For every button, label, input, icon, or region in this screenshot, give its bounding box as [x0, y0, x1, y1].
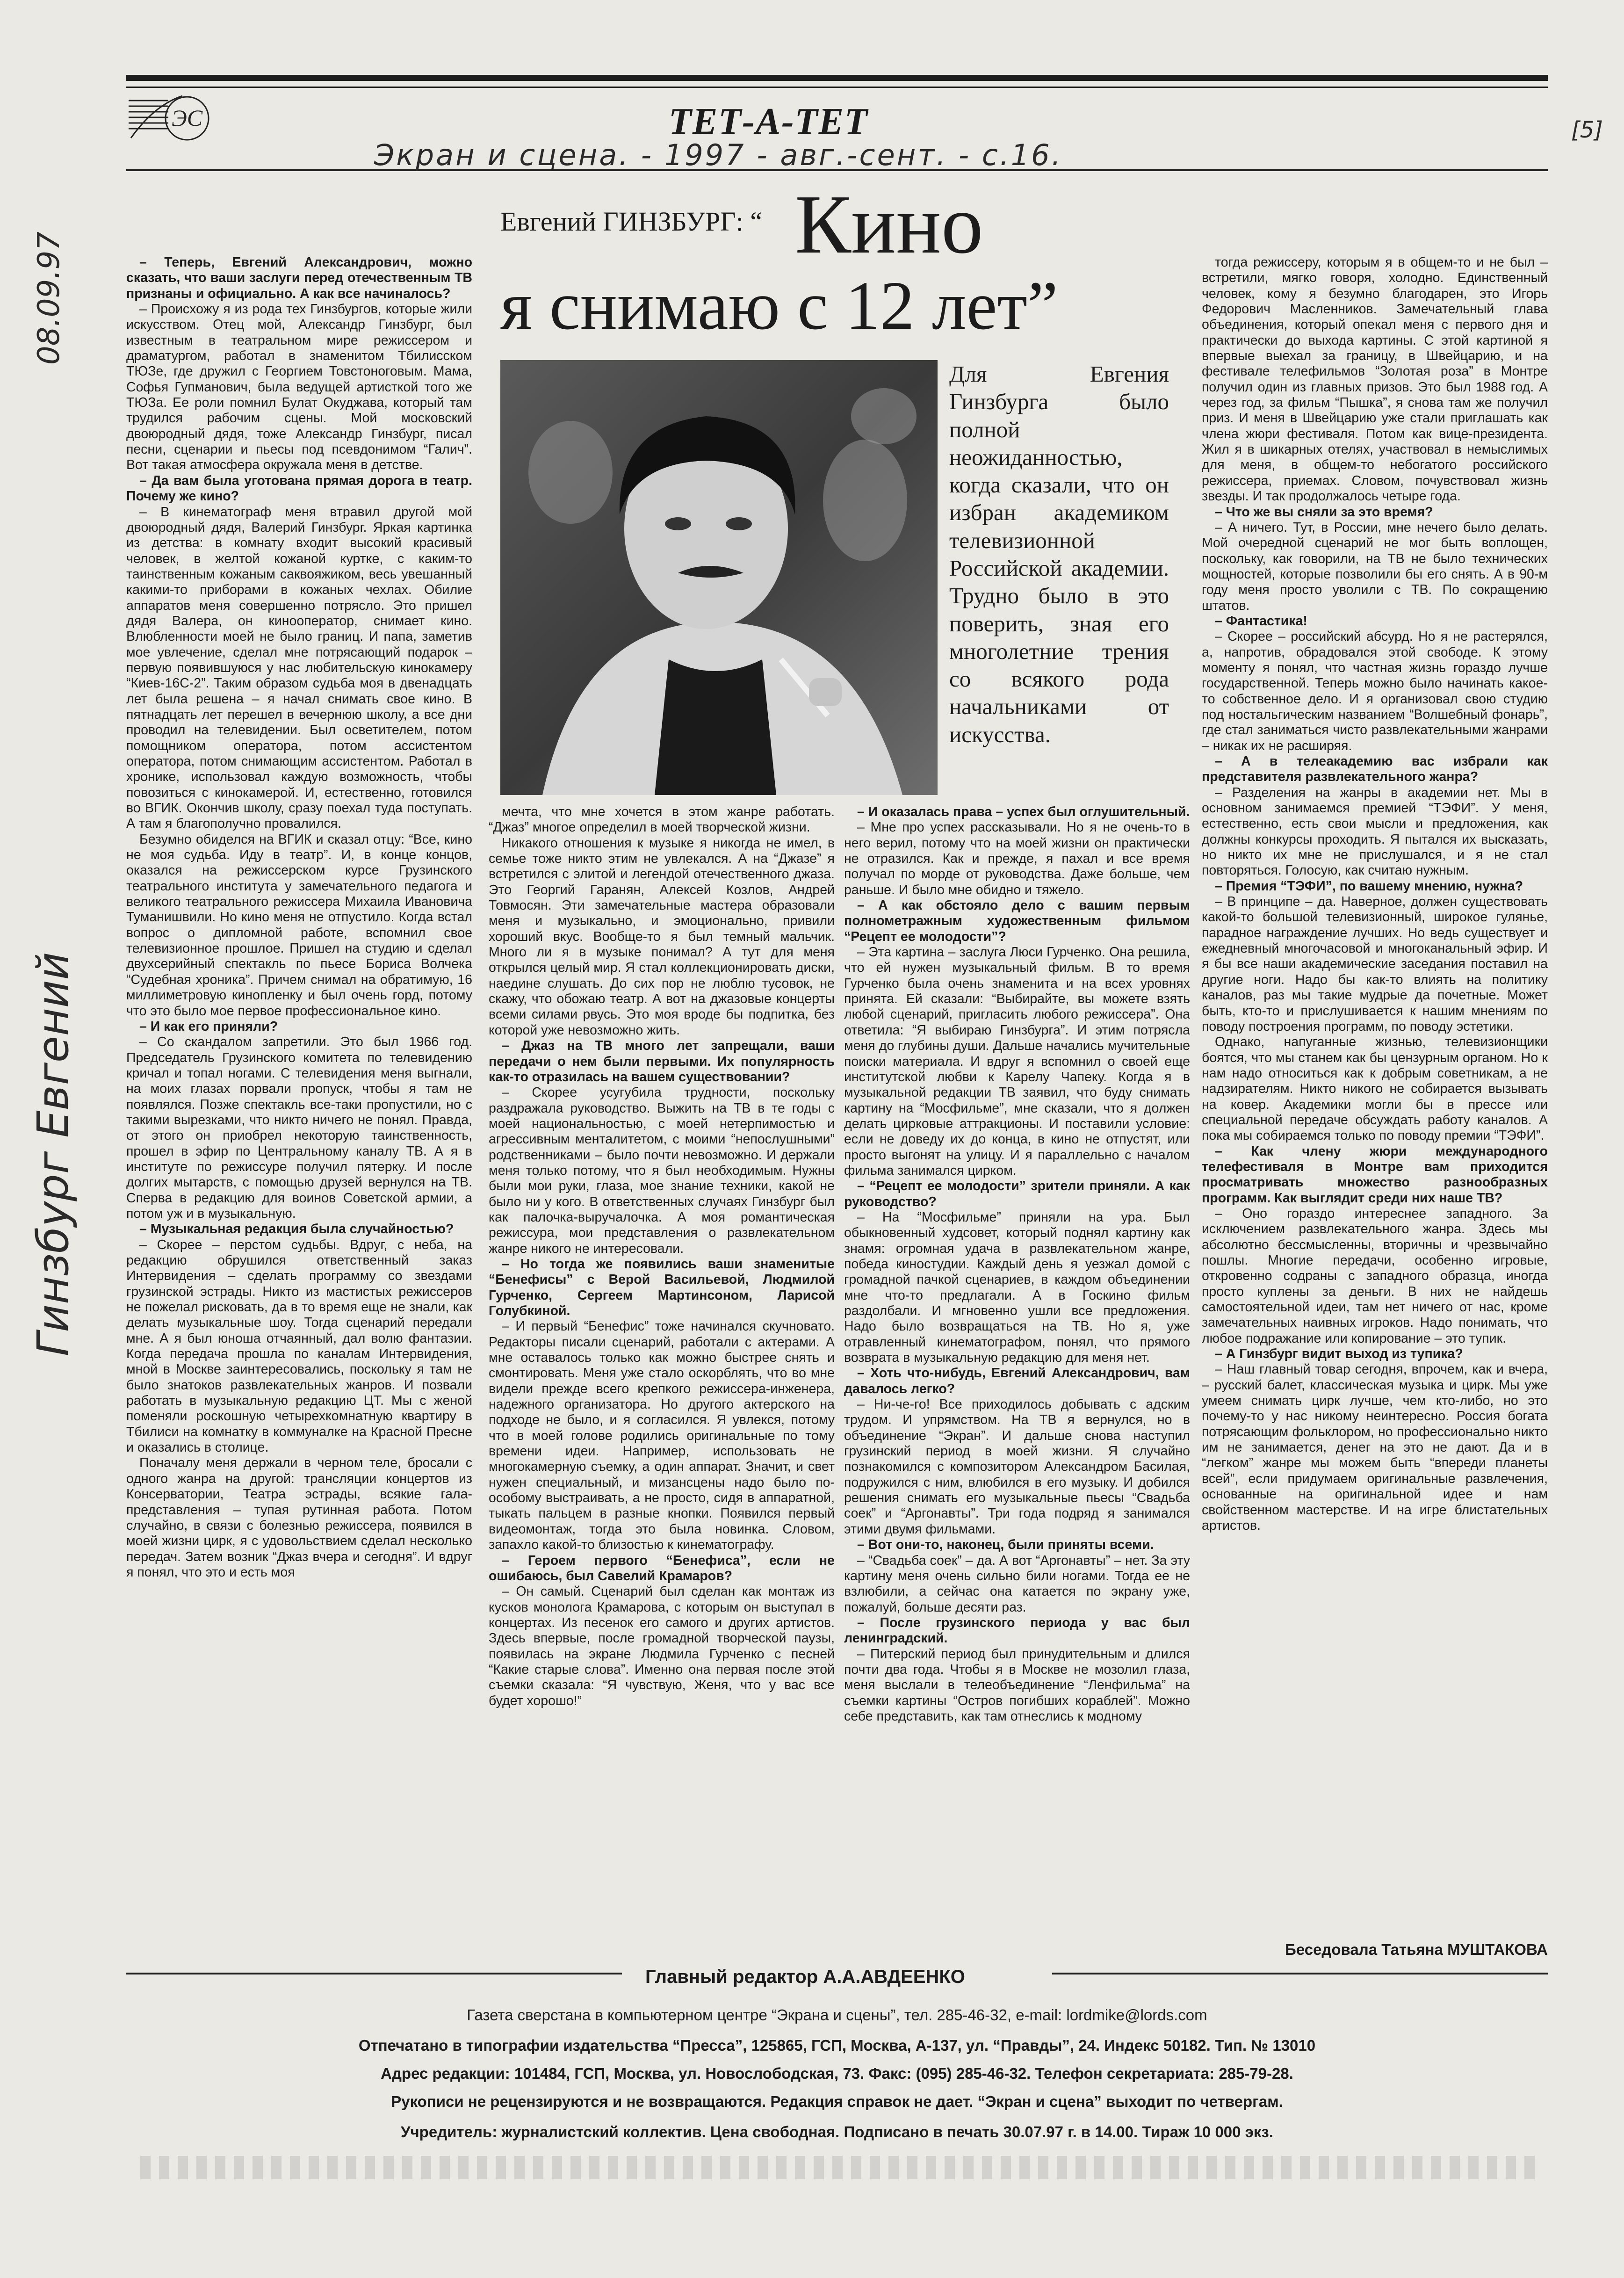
- interview-answer: мечта, что мне хочется в этом жанре работать. “Джаз” многое определил в моей творческой жизни.: [489, 804, 835, 835]
- interview-answer: – Ни-че-го! Все приходилось добывать с адским трудом. И упрямством. На ТВ я вернулся, но в объединение “Экран”. И дальше снова наступил грузинский период в моей жизни. Я случайно познакомился с композитором Александром Басилая, подружился с ним, влюбился в его музыку. И добился решения снимать его музыкальные пьесы “Свадьба соек” и “Аргонавты”. Три года подряд я занимался этими двумя фильмами.: [844, 1397, 1190, 1537]
- interview-answer: – Наш главный товар сегодня, впрочем, как и вчера, – русский балет, классическая музыка и цирк. Мы уже умеем снимать цирк лучше, чем кто-либо, но это почему-то у нас никому неинтересно. Россия богата потрясающим фольклором, но профессионально никто им не занимается, денег на это не дают. Да и в “легком” жанре мы можем быть “впереди планеты всей”, если придумаем оригинальные развлечения, основанные на оригинальной идее и нам свойственном мастерстве. И на игре блистательных артистов.: [1202, 1362, 1548, 1533]
- interview-question: – Что же вы сняли за это время?: [1215, 504, 1433, 520]
- interview-question: – После грузинского периода у вас был ленинградский.: [844, 1615, 1190, 1646]
- handwritten-page-number: [5]: [1571, 117, 1603, 143]
- interview-answer: Однако, напуганные жизнью, телевизионщики боятся, что мы станем как бы цензурным органом. Но к нам надо относиться как к добрым советникам, а не надзирателям. Никто никого не собирается вызывать на ковер. Академики могли бы в прессе или специальной передаче обсуждать работу каналов. А пока мы собираемся только по поводу премии “ТЭФИ”.: [1202, 1034, 1548, 1143]
- interview-answer: тогда режиссеру, которым я в общем-то и не был – встретили, мягко говоря, холодно. Единственный человек, кому я безумно благодарен, это Игорь Федорович Масленников. Замечательный глава объединения, который опекал меня с первого дня и практически до выхода картины. С этой картиной я впервые выехал за границу, в Швейцарию, и на фестивале телефильмов “Золотая роза” в Монтре получил один из главных призов. Это был 1988 год. А через год, за фильм “Пышка”, я снова там же получил приз. И меня в Швейцарию уже стали приглашать как члена жюри фестиваля. Потом как вице-президента. Жил я в шикарных отелях, участвовал в немыслимых для меня, в общем-то небогатого российского режиссера, приемах. Словом, почувствовал жизнь звезды. И так продолжалось четыре года.: [1202, 255, 1548, 504]
- top-rule: [126, 75, 1548, 81]
- handwritten-margin-date: 08.09.97: [32, 231, 66, 365]
- interview-question: – А Гинзбург видит выход из тупика?: [1215, 1346, 1463, 1362]
- interview-question: – Джаз на ТВ много лет запрещали, ваши передачи о нем были первыми. Их популярность как-то отразилась на вашем существовании?: [489, 1038, 835, 1085]
- interview-question: – Премия “ТЭФИ”, по вашему мнению, нужна?: [1215, 878, 1523, 894]
- interview-question: – Музыкальная редакция была случайностью?: [139, 1222, 454, 1237]
- footer-rule-right: [1052, 1973, 1548, 1974]
- handwritten-source-note: Экран и сцена. - 1997 - авг.-сент. - с.16.: [374, 138, 1063, 172]
- interviewer-signoff: Беседовала Татьяна МУШТАКОВА: [1285, 1941, 1548, 1958]
- imprint-line-2: Отпечатано в типографии издательства “Пресса”, 125865, ГСП, Москва, А-137, ул. “Правды”, 24. Индекс 50182. Тип. № 13010: [358, 2037, 1316, 2054]
- interview-answer: – Оно гораздо интереснее западного. За исключением развлекательного жанра. Здесь мы абсолютно бессмысленны, вторичны и чрезвычайно пошлы. Многие передачи, особенно игровые, откровенно содраны с западного образца, иногда просто куплены за деньги. В них не найдешь самостоятельной идеи, там нет ничего от нас, кроме замечательных наивных игроков. Надо понимать, что любое подражание или копирование – это тупик.: [1202, 1206, 1548, 1346]
- editor-in-chief: Главный редактор А.А.АВДЕЕНКО: [645, 1967, 965, 1987]
- headline-line-2: я снимаю с 12 лет”: [500, 268, 1058, 344]
- interview-answer: Безумно обиделся на ВГИК и сказал отцу: “Все, кино не моя судьба. Иду в театр”. И, в конце концов, оказался на режиссерском курсе Грузинского театрального института у замечательного педагога и великого театрального режиссера Михаила Ивановича Туманишвили. Но кино меня не отпустило. Когда встал вопрос о дипломной работе, вспомнил свое телевизионное прошлое. Пришел на студию и сделал двухсерийный спектакль по пьесе Бориса Волчека “Судебная хроника”. Причем снимал на обратимую, 16 миллиметровую кинопленку и был очень горд, потому что это было мое первое профессиональное кино.: [126, 832, 472, 1019]
- interview-answer: – А ничего. Тут, в России, мне нечего было делать. Мой очередной сценарий не мог быть воплощен, поскольку, как говорили, на ТВ не было технических мощностей, которые позволили бы его снять. А в 90-м году меня просто уволили с ТВ. По сокращению штатов.: [1202, 520, 1548, 613]
- interview-answer: Поначалу меня держали в черном теле, бросали с одного жанра на другой: трансляции концертов из Консерватории, Театра эстрады, всякие гала-представления – тупая рутинная работа. Потом случайно, в связи с болезнью режиссера, появился в моей жизни цирк, я с удовольствием сделал несколько передач. Затем возник “Джаз вчера и сегодня”. И вдруг я понял, что это и есть моя: [126, 1455, 472, 1580]
- interview-question: – Да вам была уготована прямая дорога в театр. Почему же кино?: [126, 473, 472, 504]
- interview-answer: – Мне про успех рассказывали. Но я не очень-то в него верил, потому что на моей жизни он практически не отразился. Как и прежде, я пахал и все время получал по морде от руководства. Даже больше, чем раньше. И было мне обидно и тяжело.: [844, 820, 1190, 897]
- headline-line-1: Кино: [795, 178, 983, 271]
- article-column-3: [844, 804, 1190, 1950]
- article-column-1: [126, 255, 472, 1950]
- interview-answer: – Эта картина – заслуга Люси Гурченко. Она решила, что ей нужен музыкальный фильм. В то время Гурченко была очень знаменита и на всех уровнях принята. Ей сказали: “Выбирайте, вы можете взять любой сценарий, пригласить любого режиссера”. Она ответила: “Я выбираю Гинзбурга”. И этим потрясла меня до глубины души. Дальше начались мучительные поиски материала. И вдруг я вспомнил о своей еще институтской любви к Карелу Чапеку. Когда я в музыкальной редакции ТВ заявил, что буду снимать картину на “Мосфильме”, мне сказали, что я должен делать цирковые аттракционы. И поставили условие: если не доведу их до конца, в кино не отпустят, или просто выгонят на улицу. И я параллельно с началом фильма занимался цирком.: [844, 945, 1190, 1178]
- interview-question: – И как его приняли?: [139, 1019, 278, 1034]
- interview-answer: – И первый “Бенефис” тоже начинался скучновато. Редакторы писали сценарий, работали с актерами. А мне оставалось только как можно быстрее снять и смонтировать. Меня уже стало оскорблять, что во мне видели прежде всего крепкого режиссера-инженера, надежного организатора. Но другого актерского на подходе не было, и я согласился. Я увлекся, потому что в моей голове родились оригинальные по тому времени идеи. Например, использовать не многокамерную съемку, а один аппарат. Значит, и свет нужен специальный, и мизансцены надо было по-особому выстраивать, а не просто, сидя в аппаратной, тыкать пальцем в разные кнопки. Появился первый видеомонтаж, тогда это была новинка. Словом, запахло какой-то близостью к кинематографу.: [489, 1319, 835, 1553]
- article-intro: Для Евгения Гинзбурга было полной неожиданностью, когда сказали, что он избран академиком телевизионной Российской академии. Трудно было в это поверить, зная его многолетние трения со всякого рода начальниками от искусства.: [949, 361, 1169, 747]
- interview-question: – И оказалась права – успех был оглушительный.: [857, 804, 1190, 819]
- interview-question: – А в телеакадемию вас избрали как представителя развлекательного жанра?: [1202, 754, 1548, 785]
- interview-answer: – В принципе – да. Наверное, должен существовать какой-то большой телевизионный, широкое гулянье, парадное награждение лучших. Но ведь существует и ежедневный многочасовой и многоканальный эфир. И я бы все наши академические заседания поставил на другие ноги. Надо бы как-то влиять на политику каналов, раз мы такие мудрые да почетные. Может быть, кто-то и прислушивается к нашим мнениям по поводу построения программ, по поводу эстетики.: [1202, 894, 1548, 1034]
- interview-question: – Вот они-то, наконец, были приняты всеми.: [857, 1537, 1154, 1553]
- interview-answer: – Скорее – перстом судьбы. Вдруг, с неба, на редакцию обрушился ответственный заказ Интервидения – сделать программу со звездами грузинской эстрады. Никто из мастистых режиссеров не пожелал рисковать, да в то время еще не знали, как делать музыкальные шоу. Тогда сценарий передали мне. А я был юноша отчаянный, дал волю фантазии. Когда передача прошла по каналам Интервидения, мной в Москве заинтересовались, поскольку я там не было знатоков развлекательных жанров. И позвали работать в музыкальную редакцию ЦТ. Мы с женой поменяли роскошную четырехкомнатную квартиру в Тбилиси на комнатку в коммуналке на Красной Пресне и оказались в столице.: [126, 1237, 472, 1455]
- bleed-through-text: [140, 2156, 1543, 2179]
- portrait-photo: [500, 360, 938, 795]
- interview-question: – Хоть что-нибудь, Евгений Александрович, вам давалось легко?: [844, 1366, 1190, 1396]
- article-author: Евгений ГИНЗБУРГ: “: [500, 206, 763, 237]
- interview-answer: – Скорее – российский абсурд. Но я не растерялся, а, напротив, обрадовался этой свободе. К этому моменту я понял, что частная жизнь гораздо лучше государственной. Теперь можно было начинать какое-то собственное дело. И я организовал свою студию под ностальгическим названием “Волшебный фонарь”, где стал заниматься чисто развлекательными жанрами – никак их не расширяя.: [1202, 629, 1548, 753]
- interview-answer: – Со скандалом запретили. Это был 1966 год. Председатель Грузинского комитета по телевидению кричал и топал ногами. С телевидения меня выгнали, на моих глазах порвали пропуск, чтобы я там не появлялся. Позже спектакль все-таки пропустили, но с такими вырезками, что никто ничего не понял. Правда, от этого он приобрел некоторую таинственность, прошел в эфир по Центральному каналу ТВ. А я в институте по режиссуре получил пятерку. И после долгих мытарств, с помощью друзей вернулся на ТВ. Сперва в редакцию для воинов Советской армии, а потом уж и в музыкальную.: [126, 1034, 472, 1221]
- logo-lettering: ЭС: [171, 105, 203, 131]
- newspaper-logo-icon: [126, 91, 224, 143]
- interview-answer: – На “Мосфильме” приняли на ура. Был обыкновенный худсовет, который поднял картину как знамя: огромная удача в развлекательном жанре, победа киностудии. Каждый день я уезжал домой с громадной пачкой сценариев, в каждом объединении мне что-то предлагали. А в Госкино фильм раздолбали. И мгновенно ушли все предложения. Надо было возвращаться на ТВ. Но я, уже отравленный кинематографом, понял, что прямого возврата в музыкальную редакцию для меня нет.: [844, 1209, 1190, 1366]
- interview-answer: – Он самый. Сценарий был сделан как монтаж из кусков монолога Крамарова, с которым он выступал в концертах. Из песенок его самого и других артистов. Здесь впервые, после громадной творческой паузы, появилась на экране Людмила Гурченко с песней “Какие старые слова”. Именно она первая после этой съемки сказала: “Я чувствую, Женя, что у вас все будет хорошо!”: [489, 1584, 835, 1708]
- interview-answer: – Разделения на жанры в академии нет. Мы в основном занимаемся премией “ТЭФИ”. У меня, естественно, есть свои мысли и предложения, как должны конкурсы проходить. Я пытался их высказать, но никто их мне не прислушался, и я не стал повторяться. Голосую, как считаю нужным.: [1202, 785, 1548, 878]
- imprint-line-5: Учредитель: журналистский коллектив. Цена свободная. Подписано в печать 30.07.97 г. в 14.00. Тираж 10 000 экз.: [401, 2123, 1273, 2141]
- imprint-line-3: Адрес редакции: 101484, ГСП, Москва, ул. Новослободская, 73. Факс: (095) 285-46-32. Телефон секретариата: 285-79-28.: [381, 2065, 1293, 2082]
- article-column-4: [1202, 255, 1548, 1950]
- rubric-title: ТЕТ-А-ТЕТ: [669, 101, 868, 142]
- interview-answer: – В кинематограф меня втравил другой мой двоюродный дядя, Валерий Гинзбург. Яркая картинка из детства: в комнату входит высокий красивый человек, в желтой кожаной куртке, с каким-то таинственным кожаным саквояжиком, весь увешанный какими-то приборами в кожаных чехлах. Обилие аппаратов меня совершенно потрясло. Это пришел дядя Валера, он кинооператор, снимает кино. Влюбленности моей не было границ. И папа, заметив мое увлечение, сделал мне потрясающий подарок – первую появившуюся у нас любительскую кинокамеру “Киев-16С-2”. Таким образом судьба моя в двенадцать лет была решена – я начал снимать свое кино. В пятнадцать лет перешел в вечернюю школу, а все дни проводил на телевидении. Был осветителем, потом помощником оператора, потом ассистентом оператора, потом снимающим ассистентом. Работал в хронике, использовал каждую возможность, чтобы повозиться с кинокамерой. И, естественно, готовился во ВГИК. Окончив школу, сразу поехал туда поступать. А там я благополучно провалился.: [126, 504, 472, 832]
- interview-question: – Теперь, Евгений Александрович, можно сказать, что ваши заслуги перед отечественным ТВ признаны и официально. А как все начиналось?: [126, 255, 472, 301]
- interview-question: – Героем первого “Бенефиса”, если не ошибаюсь, был Савелий Крамаров?: [489, 1553, 835, 1584]
- interview-question: – Как члену жюри международного телефестиваля в Монтре вам приходится просматривать множество разнообразных программ. Как выглядит среди них наше ТВ?: [1202, 1143, 1548, 1206]
- handwritten-margin-name: Гинзбург Евгений: [28, 952, 78, 1356]
- top-rule-thin: [126, 87, 1548, 88]
- article-column-2: [489, 804, 835, 1950]
- interview-answer: Никакого отношения к музыке я никогда не имел, в семье тоже никто этим не увлекался. А на “Джазе” я встретился с элитой и легендой отечественного джаза. Это Георгий Гаранян, Алексей Козлов, Андрей Товмосян. Эти замечательные мастера образовали меня и музыкально, и эмоционально, привили хороший вкус. Вообще-то я был темный мальчик. Много ли я в музыке понимал? А тут для меня открылся целый мир. Я стал коллекционировать диски, наедине слушать. До сих пор не люблю тусовок, не скажу, что обожаю театр. А вот на джазовые концерты всеми силами рвусь. Это моя вроде бы подпитка, без которой уже невозможно жить.: [489, 835, 835, 1038]
- interview-answer: – Происхожу я из рода тех Гинзбургов, которые жили искусством. Отец мой, Александр Гинзбург, был известным в театральном мире режиссером и драматургом, работал в знаменитом Тбилисском ТЮЗе, где дружил с Георгием Товстоноговым. Мама, Софья Гупманович, была ведущей артисткой того же ТЮЗа. Ее роли помнил Булат Окуджава, который там трудился рабочим сцены. Мой московский двоюродный дядя, тоже Александр Гинзбург, писал песни, сценарии и пьесы под псевдонимом “Галич”. Вот такая атмосфера окружала меня в детстве.: [126, 302, 472, 473]
- imprint-line-4: Рукописи не рецензируются и не возвращаются. Редакция справок не дает. “Экран и сцена” выходит по четвергам.: [391, 2093, 1283, 2110]
- interview-question: – “Рецепт ее молодости” зрители приняли. А как руководство?: [844, 1179, 1190, 1209]
- interview-question: – Фантастика!: [1215, 613, 1307, 629]
- interview-question: – А как обстояло дело с вашим первым полнометражным художественным фильмом “Рецепт ее молодости”?: [844, 898, 1190, 944]
- interview-question: – Но тогда же появились ваши знаменитые “Бенефисы” с Верой Васильевой, Людмилой Гурченко, Сергеем Мартинсоном, Ларисой Голубкиной.: [489, 1256, 835, 1318]
- footer-rule: [126, 1973, 622, 1974]
- interview-answer: – Скорее усугубила трудности, поскольку раздражала руководство. Выжить на ТВ в те годы с моей национальностью, с моей нетерпимостью и агрессивным менталитетом, с моими “непослушными” родственниками – было почти невозможно. И держали меня только потому, что я был необходимым. Нужны были мои руки, глаза, мое знание техники, какой не было ни у кого. В ответственных случаях Гинзбург был как палочка-выручалочка. А моя романтическая режиссура, мои представления о развлекательном жанре никого не интересовали.: [489, 1085, 835, 1256]
- interview-answer: – Питерский период был принудительным и длился почти два года. Чтобы я в Москве не мозолил глаза, меня выслали в телеобъединение “Ленфильма” на съемки картины “Остров погибших кораблей”. Можно себе представить, как там отнеслись к модному: [844, 1646, 1190, 1724]
- interview-answer: – “Свадьба соек” – да. А вот “Аргонавты” – нет. За эту картину меня очень сильно били ногами. Тогда ее не взлюбили, а сейчас она катается по экрану уже, пожалуй, больше десяти раз.: [844, 1553, 1190, 1615]
- imprint-line-1: Газета сверстана в компьютерном центре “Экрана и сцены”, тел. 285-46-32, e-mail: lordmike@lords.com: [467, 2006, 1207, 2024]
